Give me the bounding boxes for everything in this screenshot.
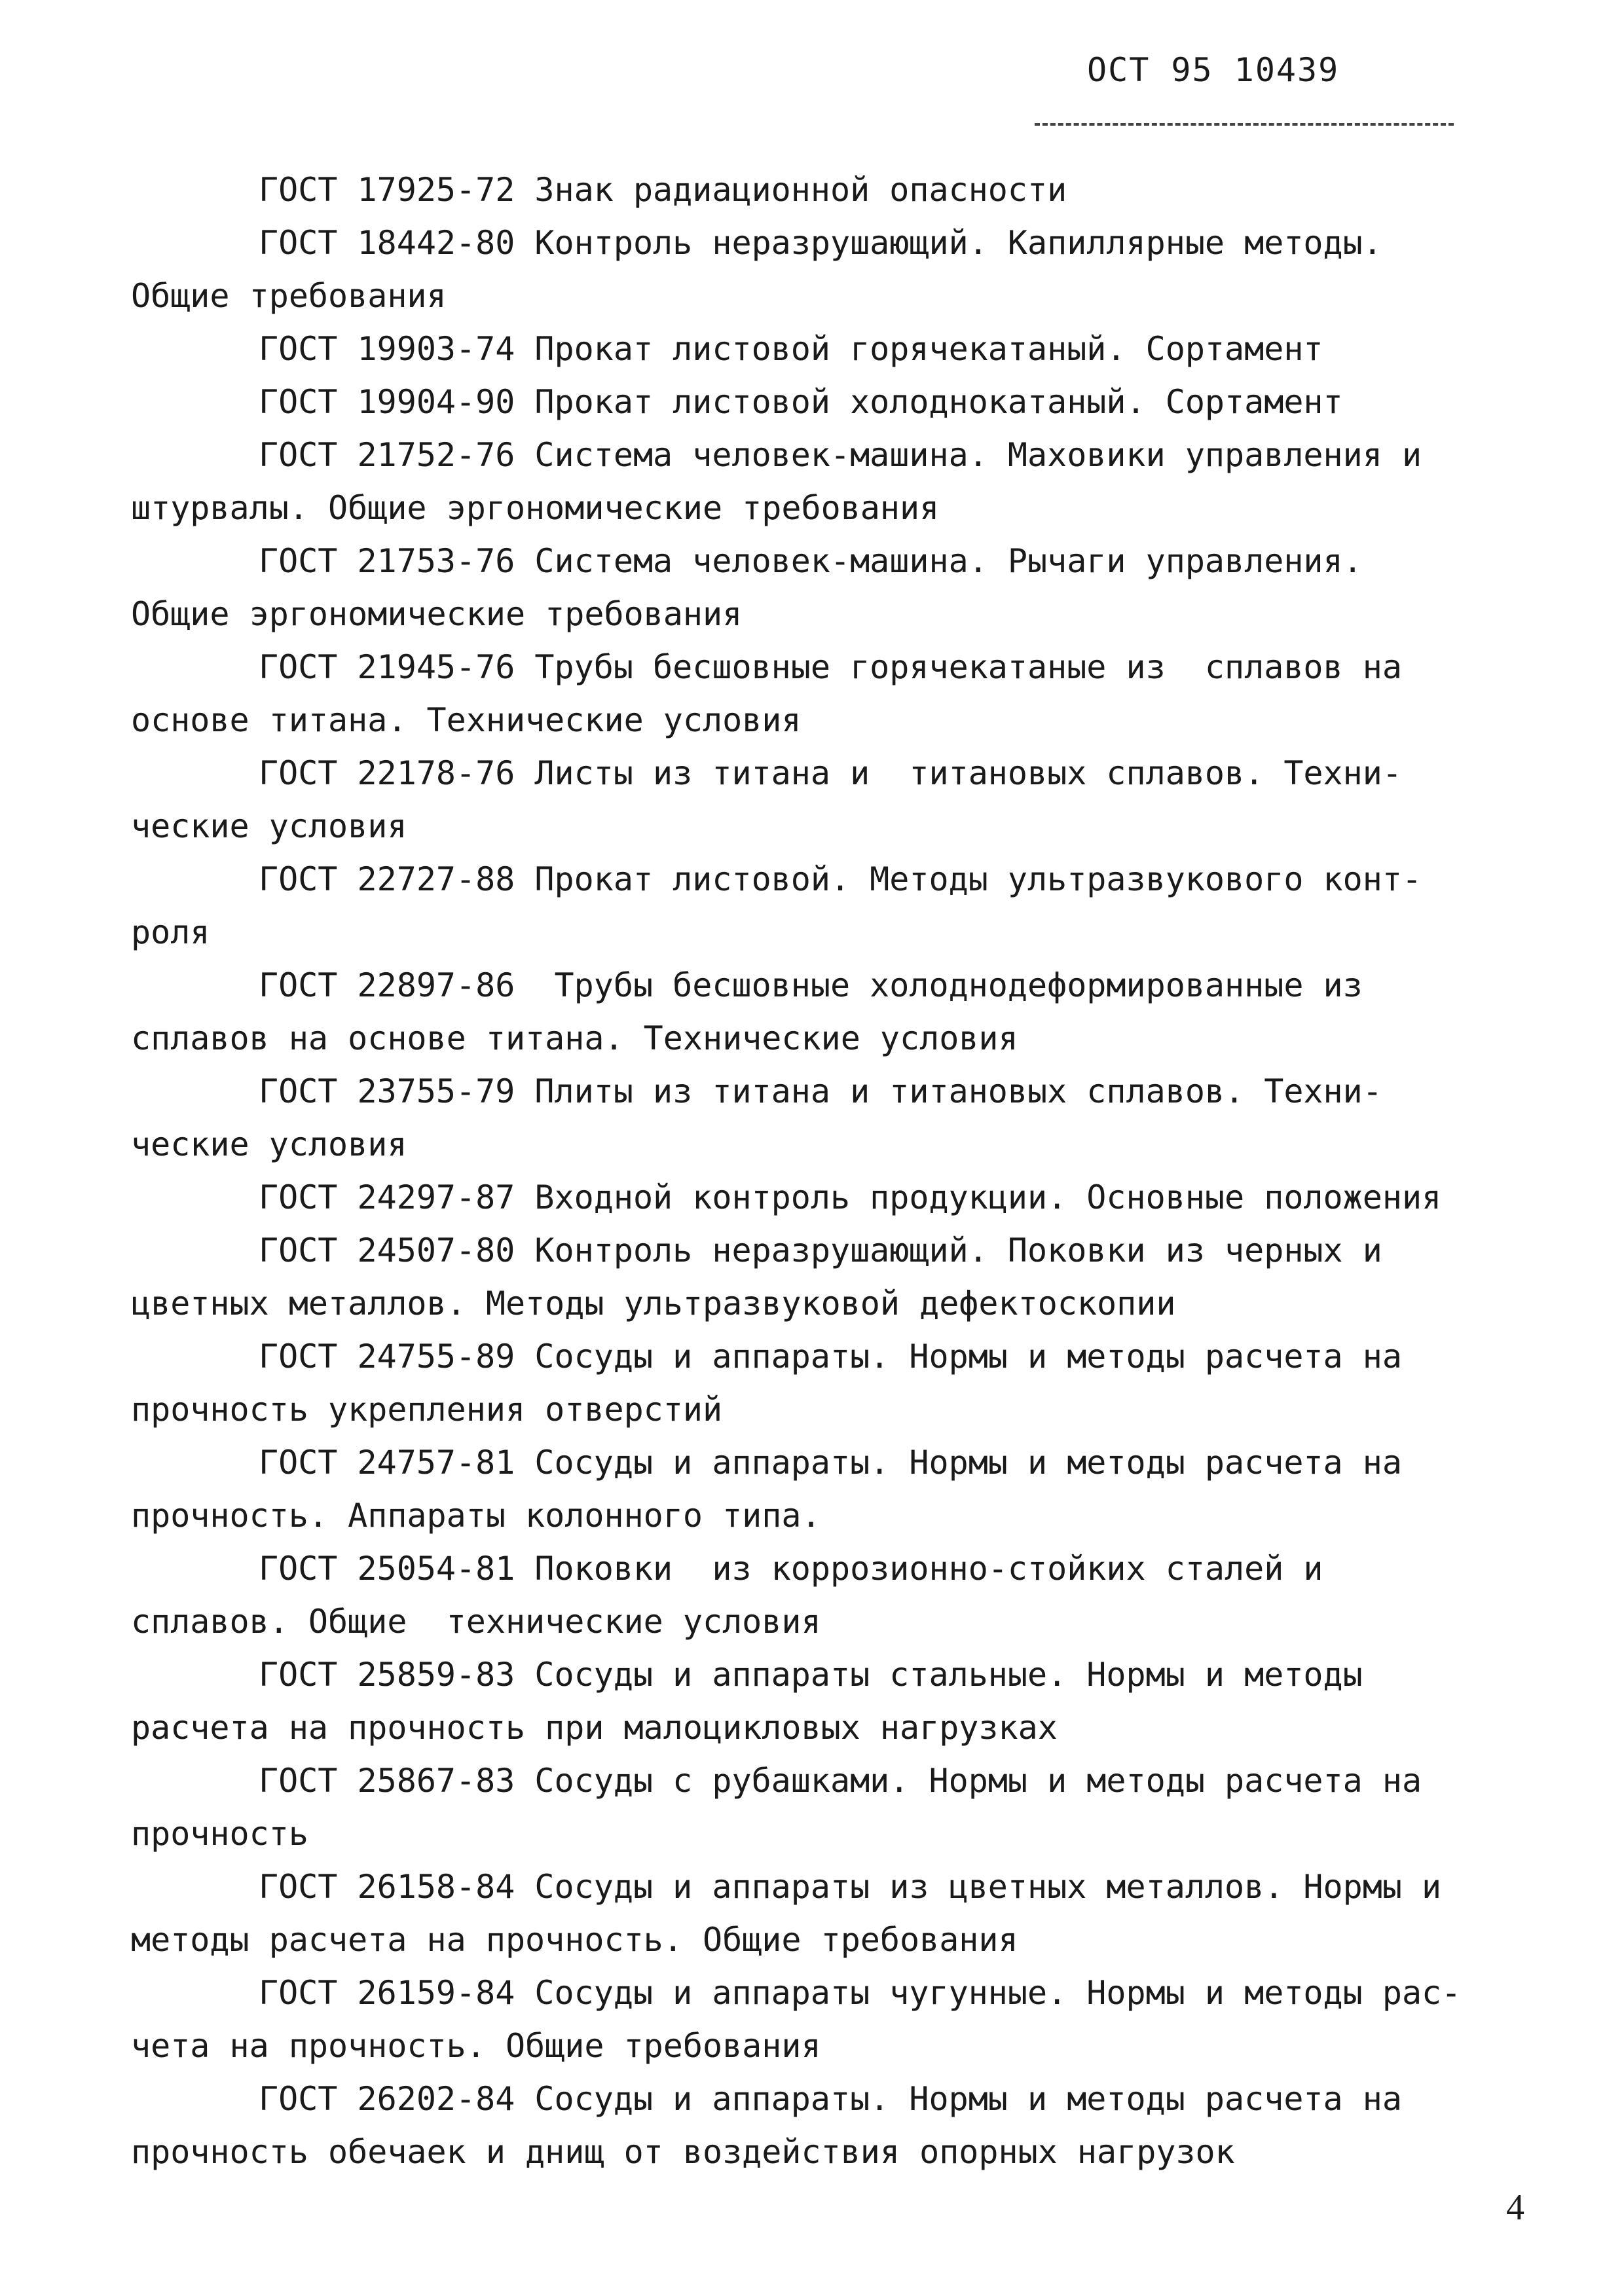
standard-entry — [131, 429, 1532, 535]
entry-first-line: ГОСТ 22897-86 Трубы бесшовные холоднодеформированные из — [259, 966, 1363, 1004]
entry-continuation-line: цветных металлов. Методы ультразвуковой дефектоскопии — [131, 1285, 1176, 1322]
entry-first-line: ГОСТ 24757-81 Сосуды и аппараты. Нормы и методы расчета на — [259, 1444, 1402, 1482]
standard-entry — [131, 2073, 1532, 2179]
standard-entry — [131, 853, 1532, 959]
entry-first-line: ГОСТ 19904-90 Прокат листовой холоднокатаный. Сортамент — [259, 383, 1343, 421]
standard-entry — [131, 641, 1532, 747]
page-number: 4 — [1506, 2187, 1524, 2228]
entry-first-line: ГОСТ 25867-83 Сосуды с рубашками. Нормы и методы расчета на — [259, 1762, 1422, 1800]
entry-continuation-line: Общие эргономические требования — [131, 595, 743, 633]
entry-first-line: ГОСТ 25859-83 Сосуды и аппараты стальные. Нормы и методы — [259, 1656, 1363, 1694]
standard-entry — [131, 1436, 1532, 1542]
entry-first-line: ГОСТ 19903-74 Прокат листовой горячекатаный. Сортамент — [259, 330, 1323, 368]
standard-entry — [131, 217, 1532, 323]
entry-continuation-line: роля — [131, 913, 210, 951]
entry-continuation-line: прочность. Аппараты колонного типа. — [131, 1497, 821, 1535]
standard-entry — [131, 164, 1532, 217]
standard-entry — [131, 1065, 1532, 1171]
entry-continuation-line: сплавов. Общие технические условия — [131, 1603, 821, 1641]
entry-first-line: ГОСТ 26202-84 Сосуды и аппараты. Нормы и методы расчета на — [259, 2080, 1402, 2118]
entry-first-line: ГОСТ 21945-76 Трубы бесшовные горячекатаные из сплавов на — [259, 648, 1402, 686]
standard-entry — [131, 1649, 1532, 1755]
entry-first-line: ГОСТ 22178-76 Листы из титана и титановых сплавов. Техни- — [259, 754, 1402, 792]
entry-continuation-line: сплавов на основе титана. Технические условия — [131, 1019, 1018, 1057]
entry-continuation-line: методы расчета на прочность. Общие требования — [131, 1921, 1018, 1959]
standard-entry — [131, 376, 1532, 429]
entry-first-line: ГОСТ 21753-76 Система человек-машина. Рычаги управления. — [259, 542, 1363, 580]
entry-continuation-line: основе титана. Технические условия — [131, 701, 802, 739]
entry-continuation-line: ческие условия — [131, 807, 407, 845]
standards-list — [131, 164, 1532, 2179]
entry-continuation-line: прочность обечаек и днищ от воздействия опорных нагрузок — [131, 2133, 1235, 2171]
entry-continuation-line: ческие условия — [131, 1125, 407, 1163]
entry-continuation-line: чета на прочность. Общие требования — [131, 2027, 821, 2065]
header-rule — [1035, 123, 1454, 126]
entry-first-line: ГОСТ 24297-87 Входной контроль продукции. Основные положения — [259, 1178, 1442, 1216]
document-id: ОСТ 95 10439 — [1087, 51, 1340, 89]
entry-first-line: ГОСТ 25054-81 Поковки из коррозионно-стойких сталей и — [259, 1550, 1323, 1588]
standard-entry — [131, 1861, 1532, 1967]
entry-first-line: ГОСТ 17925-72 Знак радиационной опасности — [259, 171, 1067, 209]
standard-entry — [131, 1542, 1532, 1649]
entry-first-line: ГОСТ 21752-76 Система человек-машина. Маховики управления и — [259, 436, 1422, 474]
entry-first-line: ГОСТ 23755-79 Плиты из титана и титановых сплавов. Техни- — [259, 1072, 1382, 1110]
entry-first-line: ГОСТ 24755-89 Сосуды и аппараты. Нормы и методы расчета на — [259, 1338, 1402, 1376]
entry-continuation-line: прочность укрепления отверстий — [131, 1391, 723, 1429]
entry-continuation-line: прочность — [131, 1815, 308, 1853]
entry-continuation-line: Общие требования — [131, 277, 447, 315]
standard-entry — [131, 959, 1532, 1065]
standard-entry — [131, 1171, 1532, 1224]
standard-entry — [131, 535, 1532, 641]
entry-first-line: ГОСТ 26158-84 Сосуды и аппараты из цветных металлов. Нормы и — [259, 1868, 1442, 1906]
standard-entry — [131, 1224, 1532, 1330]
entry-first-line: ГОСТ 26159-84 Сосуды и аппараты чугунные. Нормы и методы рас- — [259, 1974, 1462, 2012]
standard-entry — [131, 1755, 1532, 1861]
entry-first-line: ГОСТ 18442-80 Контроль неразрушающий. Капиллярные методы. — [259, 224, 1382, 262]
entry-continuation-line: штурвалы. Общие эргономические требования — [131, 489, 940, 527]
entry-continuation-line: расчета на прочность при малоцикловых нагрузках — [131, 1709, 1058, 1747]
standard-entry — [131, 1967, 1532, 2073]
standard-entry — [131, 1330, 1532, 1436]
entry-first-line: ГОСТ 22727-88 Прокат листовой. Методы ультразвукового конт- — [259, 860, 1422, 898]
entry-first-line: ГОСТ 24507-80 Контроль неразрушающий. Поковки из черных и — [259, 1231, 1382, 1269]
standard-entry — [131, 747, 1532, 853]
standard-entry — [131, 323, 1532, 376]
